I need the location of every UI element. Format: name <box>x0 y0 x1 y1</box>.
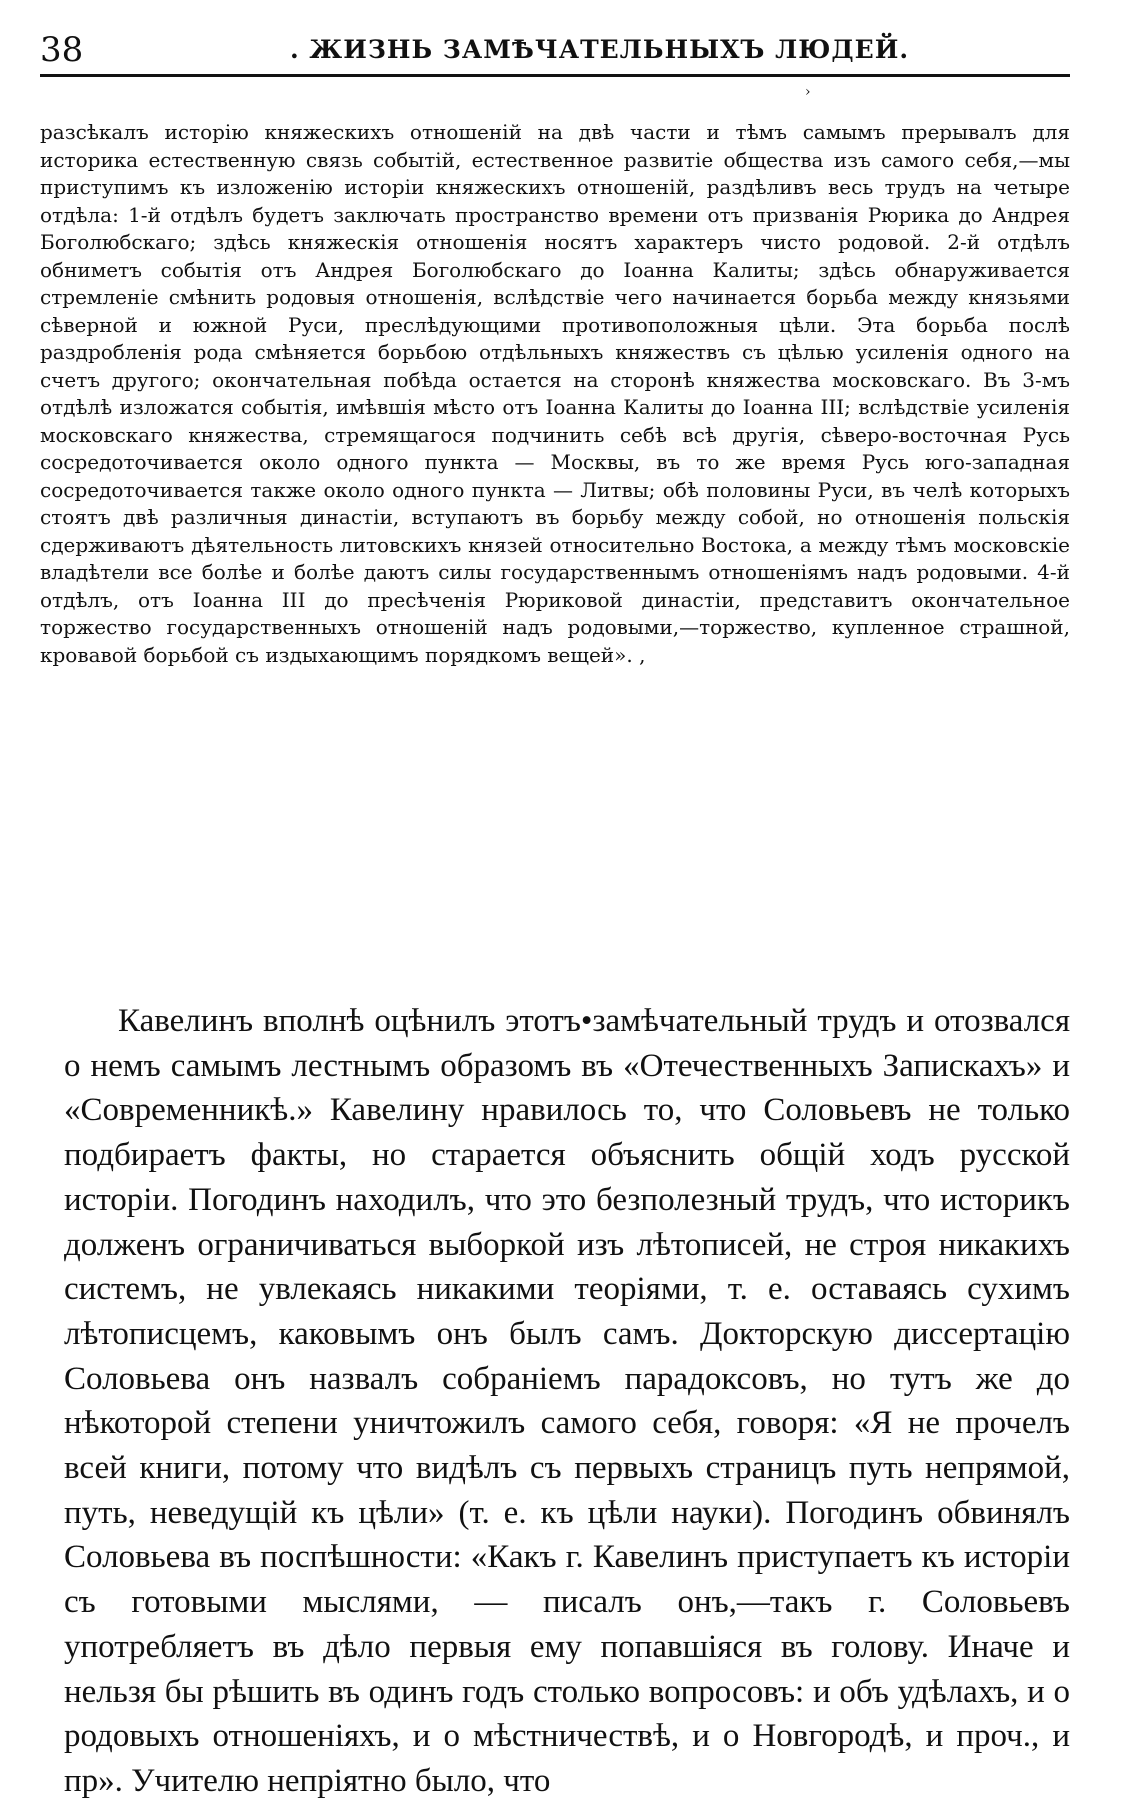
stray-mark: › <box>805 84 811 100</box>
main-paragraph: Кавелинъ вполнѣ оцѣнилъ этотъ•замѣчательный трудъ и отозвался о немъ самымъ лестнымъ образомъ въ «Отечественныхъ Запискахъ» и «Современникѣ.» Кавелину нравилось то, что Соловьевъ не только подбираетъ факты, но старается объяснить общій ходъ русской исторіи. Погодинъ находилъ, что это безполезный трудъ, что историкъ долженъ ограничиваться выборкой изъ лѣтописей, не строя никакихъ системъ, не увлекаясь никакими теоріями, т. е. оставаясь сухимъ лѣтописцемъ, каковымъ онъ былъ самъ. Докторскую диссертацію Соловьева онъ назвалъ собраніемъ парадоксовъ, но тутъ же до нѣкоторой степени уничтожилъ самого себя, говоря: «Я не прочелъ всей книги, потому что видѣлъ съ первыхъ страницъ путь непрямой, путь, неведущій къ цѣли» (т. е. къ цѣли науки). Погодинъ обвинялъ Соловьева въ поспѣшности: «Какъ г. Кавелинъ приступаетъ къ исторіи съ готовыми мыслями, — писалъ онъ,—такъ г. Соловьевъ употребляетъ въ дѣло первыя ему попавшіяся въ голову. Иначе и нельзя бы рѣшить въ одинъ годъ столько вопросовъ: и объ удѣлахъ, и о родовыхъ отношеніяхъ, и о мѣстничествѣ, и о Новгородѣ, и проч., и пр». Учителю непріятно было, что <box>64 1003 1070 1799</box>
header-rule <box>40 74 1070 77</box>
page-number: 38 <box>40 30 84 70</box>
page-header <box>40 30 1070 76</box>
quoted-passage <box>40 119 1070 669</box>
running-title: . ЖИЗНЬ ЗАМѢЧАТЕЛЬНЫХЪ ЛЮДЕЙ. <box>290 35 910 64</box>
quoted-paragraph: разсѣкалъ исторію княжескихъ отношеній на двѣ части и тѣмъ самымъ прерывалъ для историка естественную связь событій, естественное развитіе общества изъ самого себя,—мы приступимъ къ изложенію исторіи княжескихъ отношеній, раздѣливъ весь трудъ на четыре отдѣла: 1-й отдѣлъ будетъ заключать пространство времени отъ призванія Рюрика до Андрея Боголюбскаго; здѣсь княжескія отношенія носятъ характеръ чисто родовой. 2-й отдѣлъ обниметъ событія отъ Андрея Боголюбскаго до Іоанна Калиты; здѣсь обнаруживается стремленіе смѣнить родовыя отношенія, вслѣдствіе чего начинается борьба между князьями сѣверной и южной Руси, преслѣдующими противоположныя цѣли. Эта борьба послѣ раздробленія рода смѣняется борьбою отдѣльныхъ княжествъ съ цѣлью усиленія одного на счетъ другого; окончательная побѣда остается на сторонѣ княжества московскаго. Въ 3-мъ отдѣлѣ изложатся событія, имѣвшія мѣсто отъ Іоанна Калиты до Іоанна III; вслѣдствіе усиленія московскаго княжества, стремящагося подчинить себѣ всѣ другія, сѣверо-восточная Русь сосредоточивается около одного пункта — Москвы, въ то же время Русь юго-западная сосредоточивается также около одного пункта — Литвы; обѣ половины Руси, въ челѣ которыхъ стоятъ двѣ различныя династіи, вступаютъ въ борьбу между собой, но отношенія польскія сдерживаютъ дѣятельность литовскихъ князей относительно Востока, а между тѣмъ московскіе владѣтели все болѣе и болѣе даютъ силы государственнымъ отношеніямъ надъ родовыми. 4-й отдѣлъ, отъ Іоанна III до пресѣченія Рюриковой династіи, представитъ окончательное торжество государственныхъ отношеній надъ родовыми,—торжество, купленное страшной, кровавой борьбой съ издыхающимъ порядкомъ вещей». , <box>40 120 1070 667</box>
main-text <box>64 999 1070 1804</box>
